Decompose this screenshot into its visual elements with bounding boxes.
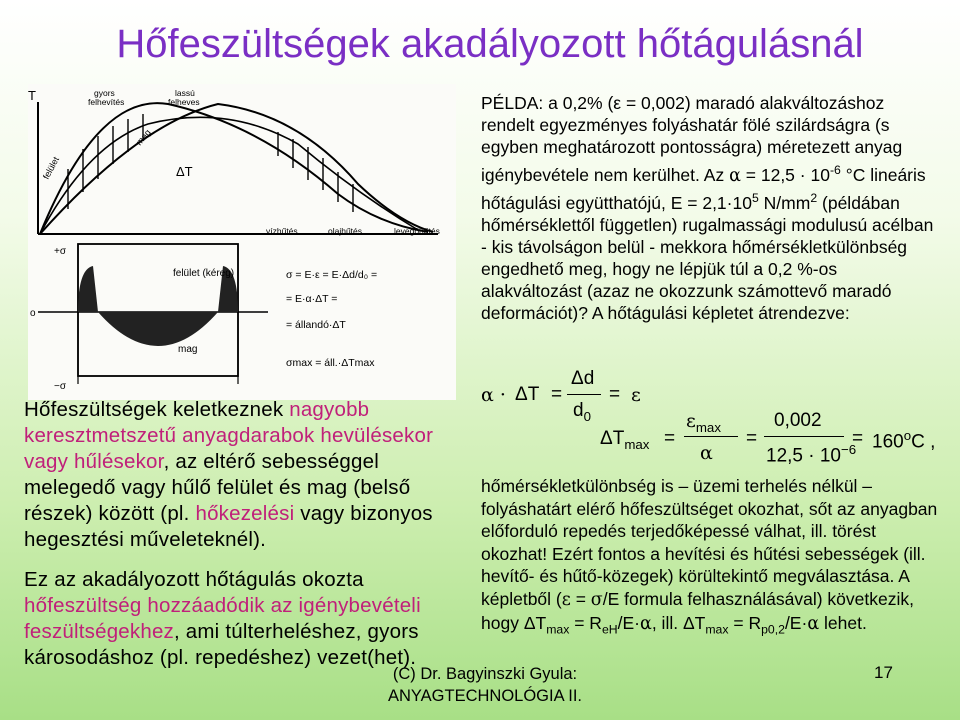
label-felhevites: felhevítés: [88, 97, 125, 107]
axis-T-label: T: [28, 88, 36, 103]
label-olajhutes: olajhűtés: [328, 226, 363, 236]
left-paragraph-2: Ez az akadályozott hőtágulás okozta hőfeszültség hozzáadódik az igénybevételi feszültségekhez, ami túlterheléshez, gyors károsodáshoz (pl. repedéshez) vezet(het).: [24, 568, 421, 669]
surface-tension-left: [78, 266, 98, 312]
label-mag-top: mag: [133, 127, 153, 148]
eq-line-4: σmax = áll.·ΔTmax: [286, 357, 375, 369]
delta-t-hatching: [68, 114, 353, 212]
label-felulet-kereg: felület (kéreg): [173, 268, 235, 279]
core-compression: [98, 312, 218, 346]
conclusion-paragraph: hőmérsékletkülönbség is – üzemi terhelés nélkül – folyáshatárt elérő hőfeszültséget okozhat, sőt az anyagban előforduló repedés terjedőképessé válhat, ill. törést okozhat! Ezért fontos a hevítési és hűtési sebességek (ill. hevítő- és hűtő-közegek) körültekintő megválasztása. A képletből (ε = σ/E formula felhasználásával) következik, hogy $\Delta T_{max} = R_{eH}/E\cdot\alpha$, ill. $\Delta T_{max} = R_{p0,2}/E\cdot\alpha$ lehet.: [481, 476, 938, 637]
label-zero: o: [30, 308, 36, 319]
formula-delta-t-max: $\Delta T_{max}$ = $\varepsilon_{max}$ α = 0,002 $12,5 \cdot 10^{-6}$ = 160$^o$C ,: [600, 410, 936, 467]
highlight-thermal-stress: hőfeszültség hozzáadódik az igénybevételi feszültségekhez: [24, 594, 421, 643]
label-vizhutes: vízhűtés: [266, 226, 298, 236]
formula-thermal-expansion: α · ΔT = Δd $d_0$ = ε: [481, 368, 641, 424]
label-delta-t: ΔT: [176, 164, 193, 179]
label-plus-sigma: +σ: [54, 246, 67, 257]
left-explanation: [24, 397, 464, 671]
label-levegohutes: levegőhűtés: [394, 226, 440, 236]
specimen-outline: [78, 244, 238, 376]
eq-line-1: σ = E·ε = E·Δd/d₀ =: [286, 269, 378, 281]
eq-line-3: = állandó·ΔT: [286, 319, 346, 331]
left-paragraph-1: Hőfeszültségek keletkeznek nagyobb keresztmetszetű anyagdarabok hevülésekor vagy hűlésekor, az eltérő sebességgel melegedő vagy hűlő felület és mag (belső részek) között (pl. hőkezelési vagy bizonyos hegesztési műveleteknél).: [24, 398, 434, 551]
core-curve: [40, 104, 433, 234]
label-mag-bottom: mag: [178, 344, 198, 355]
highlight-heat-treatment: hőkezelési: [195, 502, 295, 525]
example-paragraph: PÉLDA: a 0,2% (ε = 0,002) maradó alakváltozáshoz rendelt egyezményes folyáshatár fölé szilárdságra (s egyben meghatározott pontosságra) méretezett anyag igénybevétele nem kerülhet. Az $\alpha = 12,5 \cdot 10^{-6}$ °C lineáris hőtágulási együtthatójú, $E = 2,1\cdot 10^5$ $N/mm^2$ (példában hőmérséklettől független) rugalmassági modulusú acélban - kis távolságon belül - mekkora hőmérsékletkülönbség engedhető meg, hogy ne lépjük túl a 0,2 %-os alakváltozást (azaz ne okozzunk számottevő maradó deformációt)? A hőtágulási képletet átrendezve:: [481, 93, 934, 324]
page-number: 17: [874, 663, 893, 682]
thermal-stress-diagram: [28, 84, 456, 400]
thermal-stress-figure: [28, 84, 456, 400]
footer-credit: (C) Dr. Bagyinszki Gyula: ANYAGTECHNOLÓGIA II.: [387, 665, 583, 705]
label-felulet-top: felület: [40, 155, 62, 181]
label-minus-sigma: −σ: [54, 381, 67, 392]
label-lassu: lassú: [175, 88, 195, 98]
label-gyors: gyors: [94, 88, 115, 98]
slide-title: Hőfeszültségek akadályozott hőtágulásnál: [116, 22, 864, 66]
eq-line-2: = E·α·ΔT =: [286, 293, 338, 305]
label-felheves: felheves: [168, 97, 200, 107]
alpha-symbol: α: [729, 165, 741, 186]
highlight-cross-section: nagyobb keresztmetszetű anyagdarabok hevülésekor vagy hűlésekor: [24, 398, 434, 473]
